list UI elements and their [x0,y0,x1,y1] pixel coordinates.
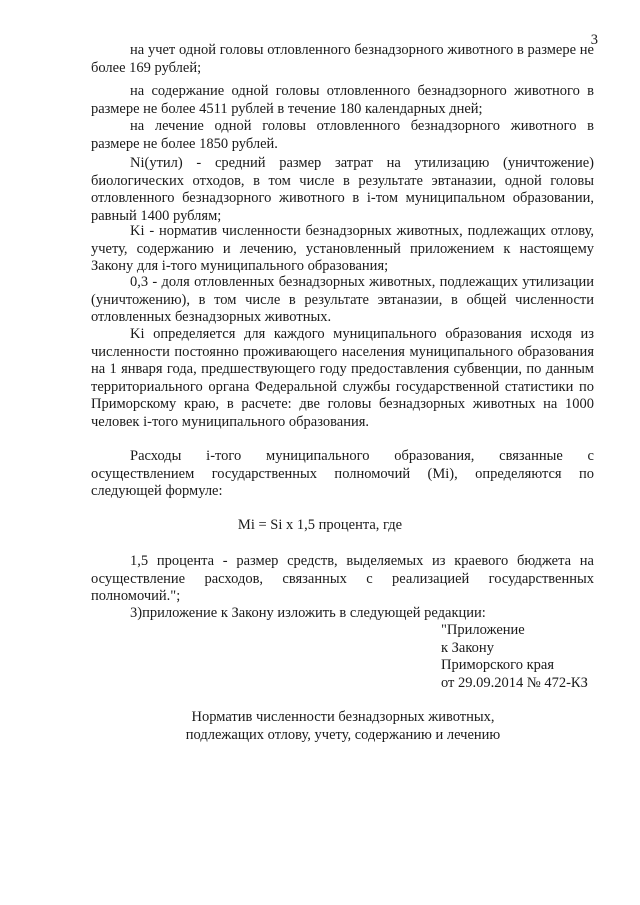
paragraph-maintenance: на содержание одной головы отловленного безнадзорного животного в размере не более 4511 рублей в течение 180 календарных дней; [91,83,594,117]
paragraph-amendment: 3)приложение к Закону изложить в следующей редакции: [130,605,486,621]
appendix-header [441,622,588,692]
paragraph-ki-calculation: Ki определяется для каждого муниципального образования исходя из численности постоянно проживающего населения муниципального образования на 1 января года, предшествующего году предоставления субвенции, по данным территориального органа Федеральной службы государственной статистики по Приморскому краю, в расчете: две головы безнадзорных животных на 1000 человек i-того муниципального образования. [91,326,594,430]
formula: Mi = Si x 1,5 процента, где [237,517,403,533]
appendix-line: от 29.09.2014 № 472-КЗ [441,674,588,691]
paragraph-share: 0,3 - доля отловленных безнадзорных животных, подлежащих утилизации (уничтожению), в том числе в результате эвтаназии, в общей численности отловленных безнадзорных животных. [91,274,594,326]
appendix-line: "Приложение [441,622,525,638]
page-number: 3 [590,32,598,48]
paragraph-ki-definition: Ki - норматив численности безнадзорных животных, подлежащих отлову, учету, содержанию и лечению, установленный приложением к настоящему Закону для i-того муниципального образования; [91,223,594,275]
paragraph-percent: 1,5 процента - размер средств, выделяемых из краевого бюджета на осуществление расходов, связанных с реализацией государственных полномочий."; [91,553,594,605]
appendix-line: Приморского края [441,657,555,674]
paragraph-disposal-cost: Ni(утил) - средний размер затрат на утилизацию (уничтожение) биологических отходов, в том числе в результате эвтаназии, одной головы отловленного безнадзорного животного в i-том муниципальном образовании, равный 1400 рублям; [91,155,594,224]
section-title-line: подлежащих отлову, учету, содержанию и лечению [185,726,501,743]
section-title [0,709,640,744]
paragraph-accounting: на учет одной головы отловленного безнадзорного животного в размере не более 169 рублей; [91,42,594,76]
paragraph-expenses: Расходы i-того муниципального образования, связанные с осуществлением государственных полномочий (Mi), определяются по следующей формуле: [91,448,594,500]
paragraph-treatment: на лечение одной головы отловленного безнадзорного животного в размере не более 1850 рублей. [91,118,594,152]
section-title-line: Норматив численности безнадзорных животных, [191,709,495,725]
appendix-line: к Закону [441,639,494,656]
